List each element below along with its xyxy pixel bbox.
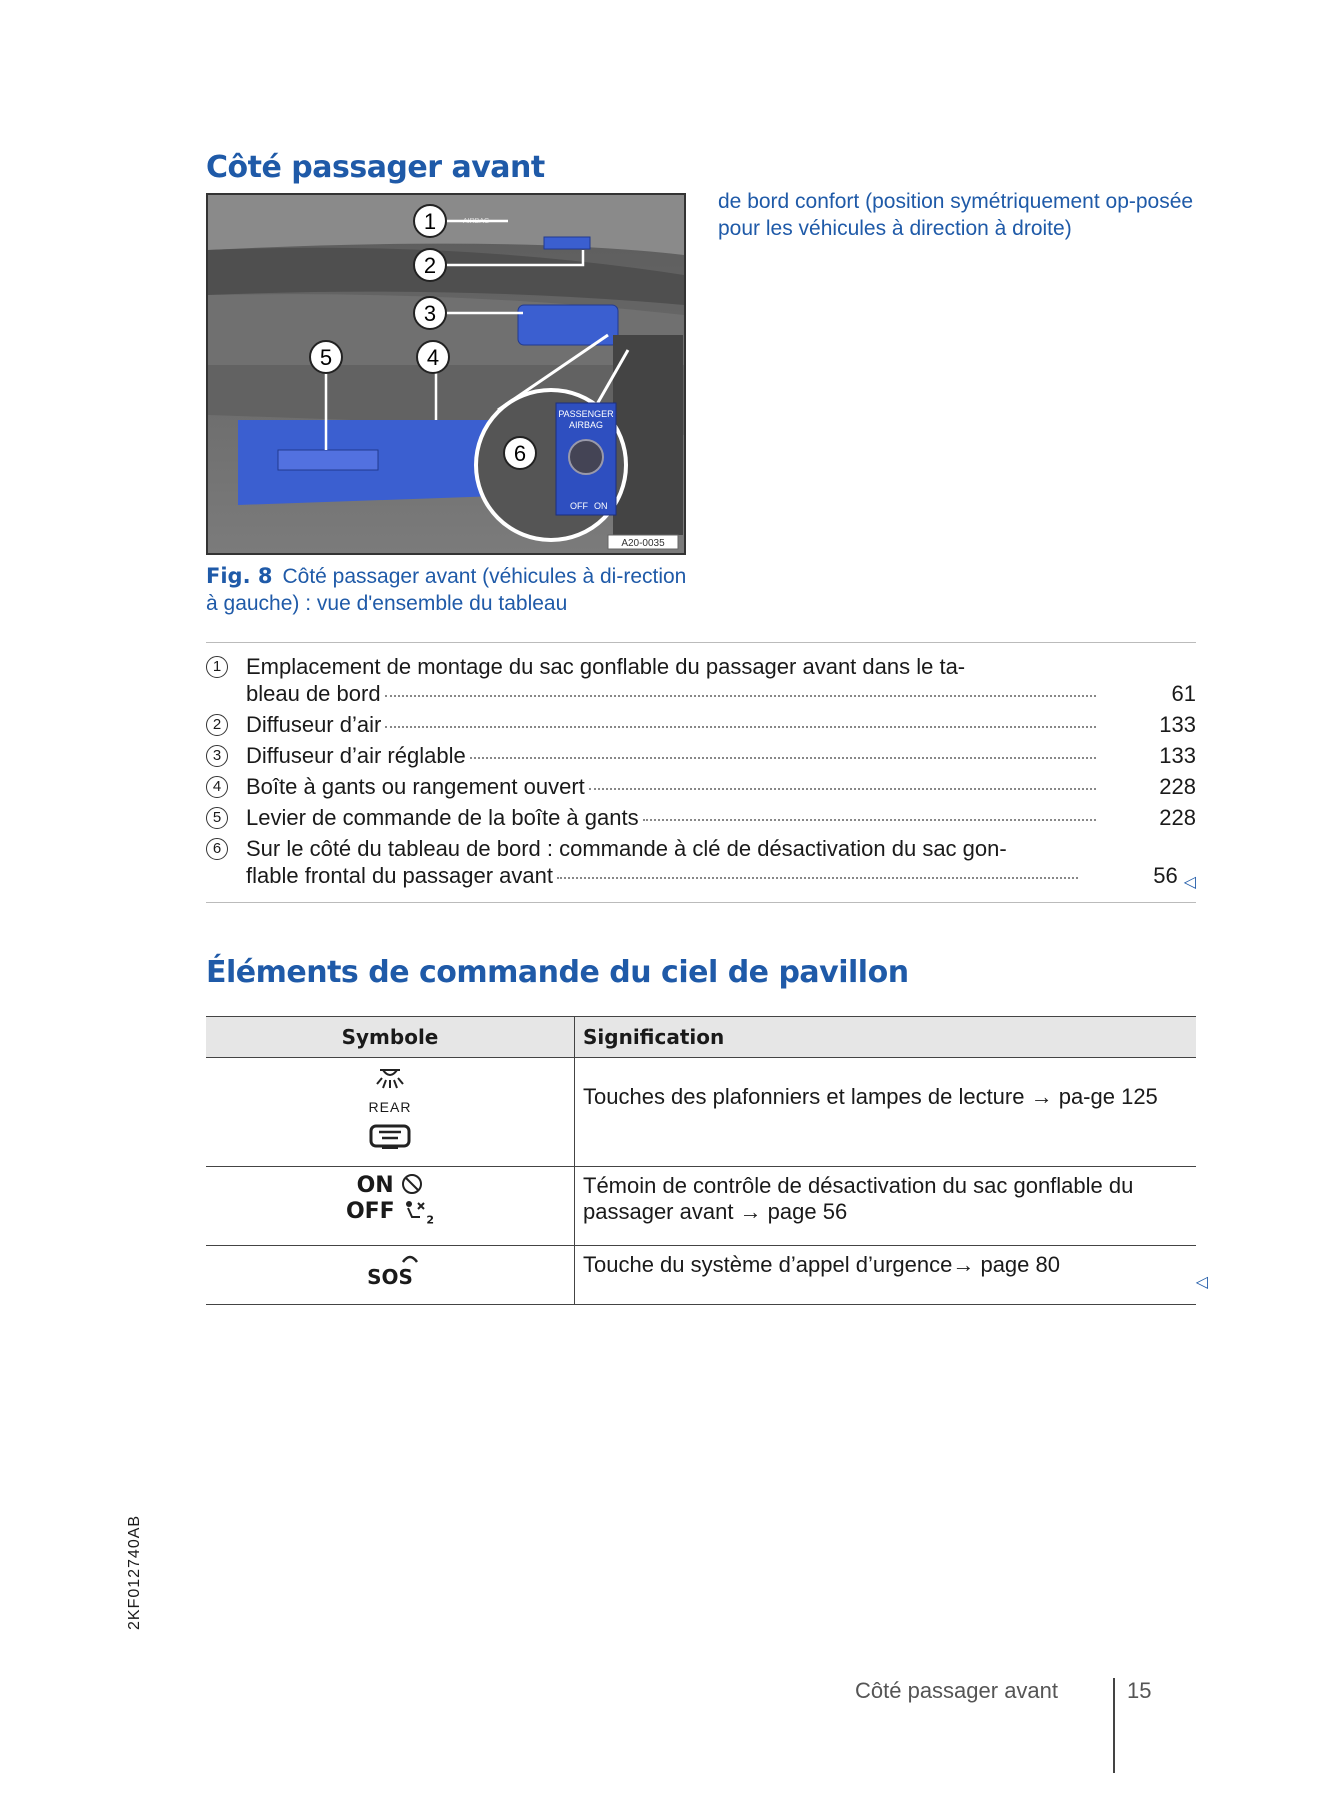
legend-page-link[interactable]: 133 <box>1159 743 1196 768</box>
legend-label: Levier de commande de la boîte à gants <box>246 805 639 830</box>
on-label: ON <box>356 1173 394 1198</box>
phone-icon <box>401 1252 419 1266</box>
legend-number: 2 <box>206 714 228 736</box>
legend-number: 4 <box>206 776 228 798</box>
airbag-off-icon <box>402 1199 426 1221</box>
legend-label: flable frontal du passager avant <box>246 863 553 888</box>
callout-2: 2 <box>423 253 437 278</box>
footer-divider <box>1113 1678 1115 1773</box>
legend-page-link[interactable]: 61 <box>1171 681 1196 706</box>
legend-item <box>206 742 1196 769</box>
legend-item <box>206 773 1196 800</box>
symbol-cell <box>206 1167 575 1246</box>
section2-title: Éléments de commande du ciel de pavillon <box>206 955 909 990</box>
legend-page-link[interactable]: 228 <box>1159 805 1196 830</box>
legend-item <box>206 804 1196 831</box>
legend-number: 3 <box>206 745 228 767</box>
figure-caption <box>206 563 696 617</box>
meaning-cell: Touches des plafonniers et lampes de lecture → pa-ge 125 <box>575 1058 1197 1167</box>
reading-lamp-icon <box>372 1066 408 1092</box>
col-header-symbol: Symbole <box>206 1017 575 1058</box>
table-row <box>206 1246 1196 1305</box>
legend-page-link[interactable]: 56 <box>1153 863 1178 888</box>
dashboard-illustration <box>208 195 684 553</box>
legend-text-line1: Sur le côté du tableau de bord : commande à clé de désactivation du sac gon- <box>246 836 1007 861</box>
end-triangle-icon: ◁ <box>1183 874 1196 891</box>
dome-lamp-icon <box>368 1122 412 1152</box>
dashboard-figure <box>206 193 686 555</box>
rear-label: REAR <box>368 1099 412 1115</box>
legend-item <box>206 835 1196 892</box>
legend-text-line1: Emplacement de montage du sac gonflable du passager avant dans le ta- <box>246 654 966 679</box>
section-title: Côté passager avant <box>206 150 545 185</box>
on-text: ON <box>594 501 608 511</box>
symbol-cell <box>206 1246 575 1305</box>
page-number: 15 <box>1127 1678 1152 1703</box>
col-header-meaning: Signification <box>575 1017 1197 1058</box>
legend-number: 1 <box>206 656 228 678</box>
legend-label: Diffuseur d’air <box>246 712 382 737</box>
document-code: 2KF012740AB <box>126 1514 143 1630</box>
legend-item <box>206 711 1196 738</box>
callout-1: 1 <box>423 209 437 234</box>
controls-table <box>206 1016 1208 1305</box>
legend-page-link[interactable]: 228 <box>1159 774 1196 799</box>
airbag-subscript: 2 <box>426 1213 435 1227</box>
caption-text: Côté passager avant (véhicules à di-rection à gauche) : vue d'ensemble du tableau <box>206 565 687 615</box>
meaning-text: Touche du système d’appel d’urgence→ page 80 <box>583 1252 1060 1278</box>
legend-label: Diffuseur d’air réglable <box>246 743 466 768</box>
continued-text: de bord confort (position symétriquement op-posée pour les véhicules à direction à droite) <box>718 190 1194 240</box>
callout-4: 4 <box>426 345 440 370</box>
symbol-cell <box>206 1058 575 1167</box>
airbag-strip-text: AIRBAG <box>463 218 490 225</box>
off-text: OFF <box>570 501 588 511</box>
airbag-text: AIRBAG <box>568 420 604 430</box>
figure-number: Fig. 8 <box>206 564 273 588</box>
footer-title: Côté passager avant <box>855 1678 1059 1703</box>
end-triangle-icon: ◁ <box>1195 1274 1208 1292</box>
callout-6: 6 <box>513 441 527 466</box>
legend-item <box>206 653 1196 707</box>
airbag-on-icon <box>401 1173 423 1195</box>
legend-label: Boîte à gants ou rangement ouvert <box>246 774 585 799</box>
meaning-cell <box>575 1246 1208 1305</box>
legend-page-link[interactable]: 133 <box>1159 712 1196 737</box>
off-label: OFF <box>345 1199 395 1224</box>
sos-label: SOS <box>367 1265 413 1290</box>
callout-5: 5 <box>319 345 333 370</box>
meaning-cell: Témoin de contrôle de désactivation du sac gonflable du passager avant → page 56 <box>575 1167 1197 1246</box>
legend-number: 6 <box>206 838 228 860</box>
legend-label: bleau de bord <box>246 681 381 706</box>
passenger-text: PASSENGER <box>558 409 614 419</box>
figure-code: A20-0035 <box>621 538 665 549</box>
callout-3: 3 <box>423 301 437 326</box>
table-row <box>206 1167 1196 1246</box>
legend-number: 5 <box>206 807 228 829</box>
table-row <box>206 1058 1196 1167</box>
legend-list <box>206 642 1196 903</box>
